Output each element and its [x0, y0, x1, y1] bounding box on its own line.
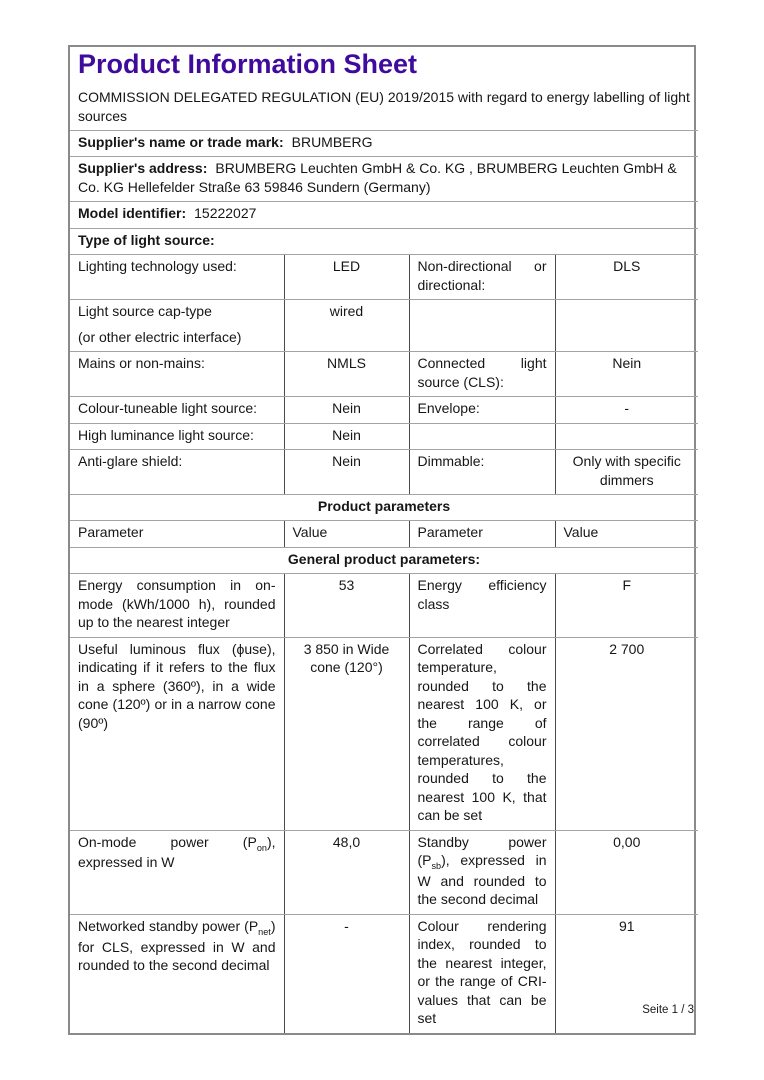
param-label-cell: Useful luminous flux (ϕuse), indicating if it refers to the flux in a sphere (360º), in a wide cone (120º) or in a narrow cone (90º) [70, 637, 284, 830]
table-row [70, 397, 698, 423]
cap-type-line1: Light source cap-type [78, 303, 212, 320]
general-parameters-heading-row [70, 547, 698, 573]
param-label-cell [409, 423, 555, 449]
param-value-cell: LED [284, 255, 409, 300]
general-parameters-heading: General product parameters: [70, 547, 698, 573]
param-value-cell: wired [284, 300, 409, 352]
column-header: Value [284, 521, 409, 547]
param-label-cell: On-mode power $(P_{on})$, expressed in W [70, 830, 284, 914]
param-value-cell: 3 850 in Wide cone (120°) [284, 637, 409, 830]
param-value-cell [555, 423, 698, 449]
column-header: Parameter [70, 521, 284, 547]
product-parameters-heading-row [70, 495, 698, 521]
param-value-cell: - [284, 914, 409, 1032]
table-row [70, 300, 698, 352]
param-label-cell: Dimmable: [409, 450, 555, 495]
product-information-sheet [68, 45, 696, 1035]
supplier-address-cell [70, 157, 698, 202]
param-value-cell [555, 300, 698, 352]
table-row [70, 574, 698, 637]
column-header: Parameter [409, 521, 555, 547]
table-row [70, 423, 698, 449]
param-value-cell: Nein [284, 423, 409, 449]
param-label-cell: Anti-glare shield: [70, 450, 284, 495]
product-parameters-heading: Product parameters [70, 495, 698, 521]
param-value-cell: NMLS [284, 352, 409, 397]
param-value-cell: 2 700 [555, 637, 698, 830]
param-value-cell: Nein [284, 450, 409, 495]
table-row [70, 830, 698, 914]
column-header-row [70, 521, 698, 547]
page-number: Seite 1 / 3 [642, 1004, 694, 1016]
param-label-cell: Standby power $(P_{sb})$, expressed in W and rounded to the second decimal [409, 830, 555, 914]
param-label-cell: Envelope: [409, 397, 555, 423]
param-value-cell: 53 [284, 574, 409, 637]
param-label-cell: Colour-tuneable light source: [70, 397, 284, 423]
info-table [70, 47, 698, 1033]
regulation-text: COMMISSION DELEGATED REGULATION (EU) 2019/2015 with regard to energy labelling of light sources [78, 89, 690, 124]
param-label-cell: High luminance light source: [70, 423, 284, 449]
model-identifier-cell [70, 202, 698, 228]
param-label-cell: Networked standby power $(P_{net})$ for CLS, expressed in W and rounded to the second decimal [70, 914, 284, 1032]
title-row [70, 47, 698, 130]
supplier-name-cell [70, 130, 698, 156]
model-identifier-label: Model identifier: [78, 205, 187, 222]
table-row [70, 914, 698, 1032]
param-value-cell: Nein [555, 352, 698, 397]
param-label-cell: Non-directional or directional: [409, 255, 555, 300]
param-label-cell: Connected light source (CLS): [409, 352, 555, 397]
param-label-cell [70, 300, 284, 352]
table-row [70, 255, 698, 300]
param-value-cell: 48,0 [284, 830, 409, 914]
param-value-cell: F [555, 574, 698, 637]
supplier-name-label: Supplier's name or trade mark: [78, 133, 284, 150]
supplier-address-row [70, 157, 698, 202]
supplier-address-value: BRUMBERG Leuchten GmbH & Co. KG , BRUMBERG Leuchten GmbH & Co. KG Hellefelder Straße 63 59846 Sundern (Germany) [78, 160, 677, 195]
model-identifier-value: 15222027 [194, 205, 257, 222]
param-value-cell: Only with specific dimmers [555, 450, 698, 495]
supplier-address-label: Supplier's address: [78, 160, 208, 177]
param-value-cell: 0,00 [555, 830, 698, 914]
param-label-cell: Lighting technology used: [70, 255, 284, 300]
param-value-cell: Nein [284, 397, 409, 423]
param-value-cell: - [555, 397, 698, 423]
param-label-cell: Energy efficiency class [409, 574, 555, 637]
model-identifier-row [70, 202, 698, 228]
param-label-cell: Correlated colour temperature, rounded to the nearest 100 K, or the range of correlated colour temperatures, rounded to the nearest 100 K, that can be set [409, 637, 555, 830]
param-label-cell: Energy consumption in on-mode (kWh/1000 h), rounded up to the nearest integer [70, 574, 284, 637]
column-header: Value [555, 521, 698, 547]
type-heading: Type of light source: [70, 228, 698, 254]
table-row [70, 352, 698, 397]
cap-type-line2: (or other electric interface) [78, 328, 242, 345]
param-value-cell: 91 [555, 914, 698, 1032]
title-cell [70, 47, 698, 130]
table-row [70, 450, 698, 495]
param-label-cell [409, 300, 555, 352]
param-value-cell: DLS [555, 255, 698, 300]
page-title: Product Information Sheet [78, 49, 418, 79]
supplier-name-row [70, 130, 698, 156]
param-label-cell: Mains or non-mains: [70, 352, 284, 397]
param-label-cell: Colour rendering index, rounded to the nearest integer, or the range of CRI-values that can be set [409, 914, 555, 1032]
supplier-name-value: BRUMBERG [291, 133, 373, 150]
type-heading-row [70, 228, 698, 254]
table-row [70, 637, 698, 830]
